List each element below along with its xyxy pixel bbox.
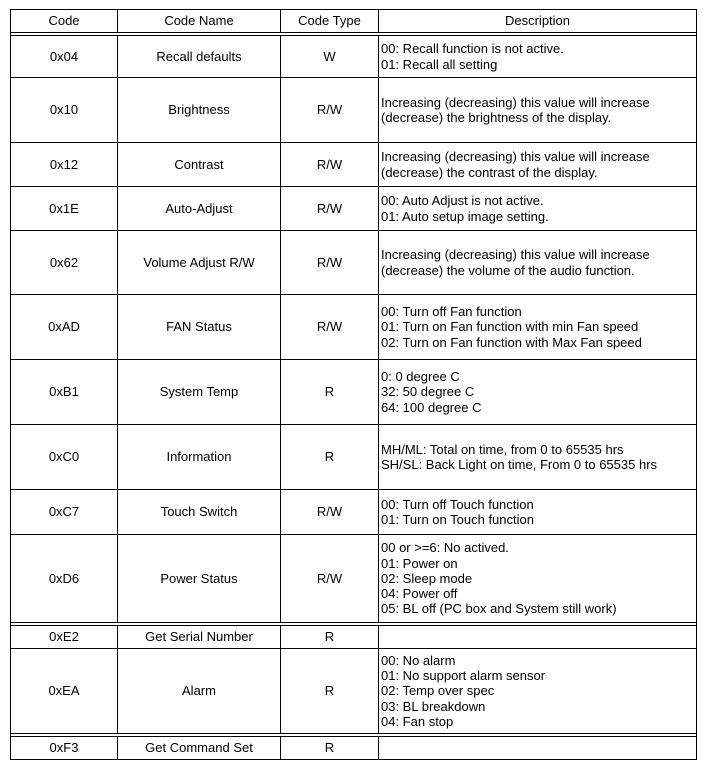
table-row bbox=[11, 535, 697, 623]
description-line: 02: Temp over spec bbox=[381, 683, 495, 699]
description-line: 32: 50 degree C bbox=[381, 384, 475, 400]
code-cell: 0xC0 bbox=[11, 425, 118, 490]
table-row bbox=[11, 143, 697, 187]
code-type-cell: R bbox=[281, 360, 379, 425]
description-line: 04: Fan stop bbox=[381, 713, 454, 729]
code-name-cell: Alarm bbox=[118, 649, 281, 734]
code-cell: 0x1E bbox=[11, 187, 118, 231]
description-line: MH/ML: Total on time, from 0 to 65535 hrs bbox=[381, 441, 624, 457]
code-type-cell: R bbox=[281, 737, 379, 760]
description-cell bbox=[379, 737, 697, 760]
table-body bbox=[11, 36, 697, 760]
table-row bbox=[11, 737, 697, 760]
description-cell bbox=[379, 187, 697, 231]
code-name-cell: Brightness bbox=[118, 78, 281, 143]
code-type-cell: R/W bbox=[281, 187, 379, 231]
table-row bbox=[11, 36, 697, 78]
code-name-cell: Volume Adjust R/W bbox=[118, 231, 281, 295]
description-cell bbox=[379, 626, 697, 649]
code-cell: 0xEA bbox=[11, 649, 118, 734]
description-line: 00: Recall function is not active. bbox=[381, 41, 564, 57]
code-name-cell: Get Command Set bbox=[118, 737, 281, 760]
description-cell bbox=[379, 295, 697, 360]
description-line: 00: Auto Adjust is not active. bbox=[381, 193, 544, 209]
code-cell: 0xC7 bbox=[11, 490, 118, 535]
description-line: Increasing (decreasing) this value will increase bbox=[381, 247, 650, 263]
description-cell bbox=[379, 490, 697, 535]
description-line: 01: Recall all setting bbox=[381, 56, 498, 72]
description-cell bbox=[379, 231, 697, 295]
description-line: 02: Turn on Fan function with Max Fan speed bbox=[381, 334, 642, 350]
description-line: 00 or >=6: No actived. bbox=[381, 540, 509, 556]
header-code: Code bbox=[11, 10, 118, 33]
description-line: 0: 0 degree C bbox=[381, 369, 460, 385]
description-cell bbox=[379, 360, 697, 425]
table-row bbox=[11, 425, 697, 490]
description-line: Increasing (decreasing) this value will increase bbox=[381, 94, 650, 110]
table-row bbox=[11, 231, 697, 295]
description-line: 04: Power off bbox=[381, 586, 458, 602]
table-row bbox=[11, 649, 697, 734]
description-line: 00: Turn off Touch function bbox=[381, 496, 534, 512]
table-row bbox=[11, 626, 697, 649]
command-code-table bbox=[10, 9, 697, 760]
description-line: SH/SL: Back Light on time, From 0 to 65535 hrs bbox=[381, 457, 658, 472]
description-line: (decrease) the volume of the audio function. bbox=[381, 262, 635, 278]
code-type-cell: R/W bbox=[281, 295, 379, 360]
description-line: 64: 100 degree C bbox=[381, 399, 482, 415]
code-type-cell: R/W bbox=[281, 78, 379, 143]
code-type-cell: R bbox=[281, 649, 379, 734]
header-code-name: Code Name bbox=[118, 10, 281, 33]
code-type-cell: R/W bbox=[281, 231, 379, 295]
code-name-cell: Auto-Adjust bbox=[118, 187, 281, 231]
code-name-cell: Contrast bbox=[118, 143, 281, 187]
description-line: 02: Sleep mode bbox=[381, 570, 473, 586]
code-type-cell: R/W bbox=[281, 535, 379, 623]
code-cell: 0x10 bbox=[11, 78, 118, 143]
header-description: Description bbox=[379, 10, 697, 33]
code-cell: 0x12 bbox=[11, 143, 118, 187]
description-line: 01: Power on bbox=[381, 555, 458, 571]
description-line: 01: Turn on Fan function with min Fan speed bbox=[381, 319, 639, 335]
code-name-cell: FAN Status bbox=[118, 295, 281, 360]
description-line: 01: Auto setup image setting. bbox=[381, 208, 549, 224]
code-name-cell: Power Status bbox=[118, 535, 281, 623]
description-cell bbox=[379, 535, 697, 623]
table-row bbox=[11, 78, 697, 143]
header-code-type: Code Type bbox=[281, 10, 379, 33]
description-line: 01: Turn on Touch function bbox=[381, 512, 534, 527]
description-line: 00: No alarm bbox=[381, 652, 456, 668]
code-type-cell: W bbox=[281, 36, 379, 78]
table-row bbox=[11, 295, 697, 360]
description-line: 03: BL breakdown bbox=[381, 698, 486, 714]
code-type-cell: R bbox=[281, 425, 379, 490]
table-header-row bbox=[11, 10, 697, 33]
description-line: 05: BL off (PC box and System still work) bbox=[381, 601, 617, 617]
description-line: 01: No support alarm sensor bbox=[381, 668, 546, 684]
code-cell: 0x62 bbox=[11, 231, 118, 295]
code-cell: 0xB1 bbox=[11, 360, 118, 425]
code-type-cell: R/W bbox=[281, 490, 379, 535]
description-cell bbox=[379, 425, 697, 490]
code-cell: 0xD6 bbox=[11, 535, 118, 623]
description-cell bbox=[379, 143, 697, 187]
description-cell bbox=[379, 78, 697, 143]
code-name-cell: Get Serial Number bbox=[118, 626, 281, 649]
description-cell bbox=[379, 649, 697, 734]
description-line: Increasing (decreasing) this value will increase bbox=[381, 149, 650, 165]
description-line: 00: Turn off Fan function bbox=[381, 304, 522, 320]
code-cell: 0xF3 bbox=[11, 737, 118, 760]
code-cell: 0x04 bbox=[11, 36, 118, 78]
code-cell: 0xE2 bbox=[11, 626, 118, 649]
code-name-cell: Recall defaults bbox=[118, 36, 281, 78]
code-name-cell: System Temp bbox=[118, 360, 281, 425]
code-type-cell: R bbox=[281, 626, 379, 649]
description-cell bbox=[379, 36, 697, 78]
code-type-cell: R/W bbox=[281, 143, 379, 187]
table-row bbox=[11, 490, 697, 535]
table-row bbox=[11, 187, 697, 231]
description-line: (decrease) the brightness of the display. bbox=[381, 110, 612, 125]
code-name-cell: Touch Switch bbox=[118, 490, 281, 535]
code-name-cell: Information bbox=[118, 425, 281, 490]
code-cell: 0xAD bbox=[11, 295, 118, 360]
command-table-container bbox=[10, 9, 697, 760]
description-line: (decrease) the contrast of the display. bbox=[381, 164, 598, 180]
table-row bbox=[11, 360, 697, 425]
